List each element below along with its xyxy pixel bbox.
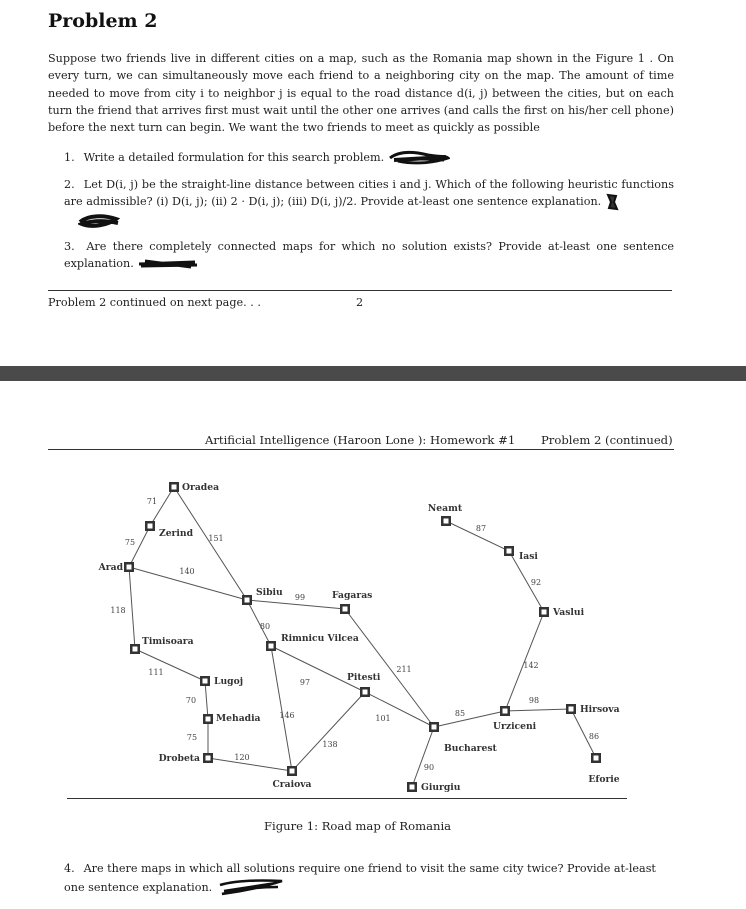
ink-mark-icon [605,193,619,211]
road-distance-label: 86 [588,732,600,741]
road-distance-label: 75 [186,733,198,742]
road-distance-label: 146 [279,711,295,720]
question-2 [64,176,674,211]
road-distance-label: 87 [475,524,487,533]
city-zerind [145,521,194,539]
road-craiova-pitesti [292,692,365,771]
road-timisoara-lugoj [135,649,205,681]
city-name-label: Eforie [588,774,620,785]
footer-rule [48,290,672,291]
city-marker-center [148,524,153,529]
ink-scribble-icon [388,148,450,168]
city-craiova [272,766,311,790]
road-rimnicu-pitesti [271,646,365,692]
road-lugoj-mehadia [205,681,208,719]
ink-scribble-icon [216,877,286,899]
road-distance-label: 75 [124,538,136,547]
question-text: Write a detailed formulation for this search problem. [83,151,385,164]
city-marker-center [269,644,274,649]
city-mehadia [203,713,261,724]
city-marker-center [594,756,599,761]
road-distance-label: 97 [299,678,311,687]
city-marker-center [569,707,574,712]
road-bucharest-giurgiu [412,727,434,787]
road-distance-label: 118 [110,606,126,615]
road-oradea-zerind [150,487,174,526]
road-distance-label: 111 [148,668,164,677]
city-vaslui [539,607,585,618]
question-text: Are there completely connected maps for which no solution exists? Provide at-least one sentence explanation. [64,240,674,271]
city-name-label: Iasi [519,551,538,562]
road-rimnicu-craiova [271,646,295,771]
city-marker-center [542,610,547,615]
question-1 [64,148,674,168]
city-rimnicu [266,633,359,651]
city-marker-center [172,485,177,490]
city-name-label: Lugoj [214,676,244,687]
city-name-label: Giurgiu [421,782,461,793]
city-name-label: Hirsova [580,704,620,715]
road-distance-label: 98 [528,696,540,705]
city-lugoj [200,676,243,687]
city-marker-center [432,725,437,730]
city-marker-center [245,598,250,603]
city-name-label: Craiova [272,779,312,790]
running-header: Artificial Intelligence (Haroon Lone ): Homework #1 [205,433,516,447]
road-urziceni-hirsova [505,709,571,711]
ink-scribble-icon [137,257,199,271]
city-marker-center [206,717,211,722]
road-distance-label: 80 [259,622,271,631]
city-hirsova [566,704,620,715]
city-marker-center [343,607,348,612]
document-page-2 [0,381,746,909]
city-name-label: Neamt [427,503,463,514]
city-marker-center [410,785,415,790]
city-marker-center [203,679,208,684]
city-fagaras [332,590,372,614]
city-drobeta [159,753,213,764]
city-name-label: Zerind [159,528,193,539]
road-distance-label: 211 [396,665,412,674]
road-distance-label: 99 [294,593,306,602]
road-distance-label: 90 [423,763,435,772]
city-name-label: Sibiu [256,587,283,598]
continued-note: Problem 2 continued on next page. . . [48,296,261,309]
page-number: 2 [356,296,364,309]
city-name-label: Rimnicu Vilcea [281,633,359,644]
road-distance-label: 140 [179,567,195,576]
city-marker-center [503,709,508,714]
city-marker-center [290,769,295,774]
city-marker-center [206,756,211,761]
running-header-section: Problem 2 (continued) [541,433,673,447]
city-marker-center [127,565,132,570]
problem-intro: Suppose two friends live in different cities on a map, such as the Romania map shown in the Figure 1 . On every turn, we can simultaneously move each friend to a neighboring city on the map. The amount of time needed to move from city i to neighbor j is equal to the road distance d(i, j) between the cities, but on each turn the friend that arrives first must wait until the other one arrives (and calls the first on his/her cell phone) before the next turn can begin. We want the two friends to meet as quickly as possible [48,52,674,135]
road-distance-label: 120 [234,753,250,762]
road-distance-label: 151 [208,534,224,543]
city-eforie [588,753,619,785]
road-distance-label: 138 [322,740,338,749]
road-distance-label: 85 [454,709,466,718]
figure-bottom-rule [67,798,627,799]
city-marker-center [133,647,138,652]
question-number: 3. [64,240,75,253]
city-marker-center [363,690,368,695]
road-distance-label: 92 [530,578,542,587]
question-4 [64,860,674,899]
city-giurgiu [407,782,461,793]
city-name-label: Arad [98,562,123,573]
question-text: Let D(i, j) be the straight-line distance between cities i and j. Which of the following heuristic functions are admissible? (i) D(i, j); (ii) 2 · D(i, j); (iii) D(i, j)/2. Provide at-least one sentence explanation. [64,178,674,209]
city-name-label: Fagaras [332,590,373,601]
city-arad [98,562,134,573]
question-3 [64,238,674,273]
ink-scribble-icon [78,212,120,232]
city-name-label: Vaslui [553,607,585,618]
figure-caption: Figure 1: Road map of Romania [264,819,452,833]
question-number: 1. [64,151,75,164]
road-distance-label: 142 [523,661,539,670]
city-name-label: Pitesti [347,672,381,683]
city-name-label: Drobeta [158,753,200,764]
question-text: Are there maps in which all solutions require one friend to visit the same city twice? Provide at-least one sentence explanation. [64,862,656,895]
city-name-label: Oradea [182,482,220,493]
city-name-label: Mehadia [216,713,261,724]
city-oradea [169,482,219,493]
city-timisoara [130,636,194,654]
road-distance-label: 71 [146,497,158,506]
city-name-label: Urziceni [493,721,537,732]
city-marker-center [507,549,512,554]
road-drobeta-craiova [208,758,292,771]
road-arad-timisoara [129,567,135,649]
city-pitesti [347,672,381,697]
city-marker-center [444,519,449,524]
city-name-label: Timisoara [142,636,194,647]
problem-title: Problem 2 [48,10,158,32]
page-gap [0,366,746,381]
city-neamt [428,503,463,526]
road-distance-label: 101 [375,714,391,723]
document-page-1 [0,0,746,366]
city-bucharest [429,722,498,754]
city-iasi [504,546,538,562]
question-number: 2. [64,178,75,191]
road-fagaras-bucharest [345,609,434,727]
romania-road-map [0,381,746,811]
city-name-label: Bucharest [444,743,497,754]
road-distance-label: 70 [185,696,197,705]
question-number: 4. [64,862,75,875]
